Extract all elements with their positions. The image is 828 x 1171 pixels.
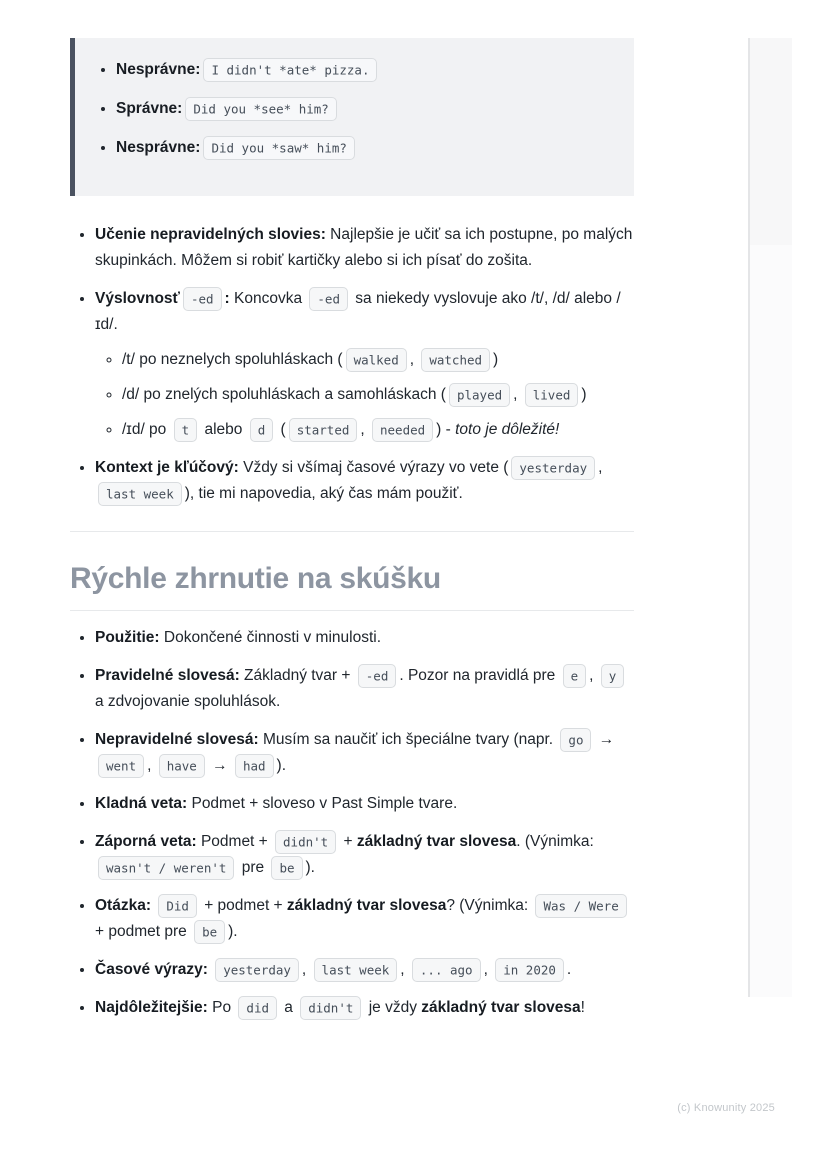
code-chip: wasn't / weren't (98, 856, 234, 880)
code-chip: I didn't *ate* pizza. (203, 58, 377, 82)
text-run: a zdvojovanie spoluhlások. (95, 693, 281, 710)
list-item (95, 455, 634, 507)
text-run: Pravidelné slovesá: (95, 667, 240, 684)
list-item (122, 347, 634, 373)
text-run: Správne: (116, 100, 183, 117)
text-run: , (513, 386, 522, 403)
code-chip: last week (98, 482, 182, 506)
text-run: Podmet + (196, 833, 273, 850)
text-run: ). (276, 757, 287, 774)
code-chip: e (563, 664, 587, 688)
code-chip: t (174, 418, 198, 442)
text-run: : (224, 290, 230, 307)
section-divider (70, 531, 634, 532)
text-run: ! (580, 999, 585, 1016)
code-chip: be (194, 920, 225, 944)
code-chip: played (449, 383, 510, 407)
list-item (95, 995, 634, 1021)
list-item (116, 135, 614, 161)
document-content (70, 0, 634, 1033)
text-run: základný tvar slovesa (356, 833, 517, 850)
list-item-text (122, 386, 587, 403)
text-run: Najlepšie je učiť sa ich postupne, po malých skupinkách. Môžem si robiť kartičky alebo si ich písať do zošita. (95, 226, 633, 269)
list-item (95, 829, 634, 881)
text-run: Učenie nepravidelných slovies: (95, 226, 326, 243)
code-chip: went (98, 754, 144, 778)
text-run: , (301, 961, 311, 978)
code-chip: last week (314, 958, 398, 982)
text-run: Nesprávne: (116, 139, 201, 156)
text-run: Základný tvar + (239, 667, 355, 684)
text-run: , (409, 351, 419, 368)
text-run: ) (581, 386, 587, 403)
list-item-text (116, 61, 380, 78)
code-chip: watched (421, 348, 490, 372)
section-title: Rýchle zhrnutie na skúšku (70, 562, 634, 611)
text-run: základný tvar slovesa (421, 999, 581, 1016)
text-run: alebo (200, 421, 247, 438)
text-run: Nesprávne: (116, 61, 201, 78)
list-item (122, 417, 634, 443)
text-run: Koncovka (229, 290, 307, 307)
list-item (95, 286, 634, 443)
copyright-footer: (c) Knowunity 2025 (677, 1102, 775, 1114)
pronunciation-sublist (98, 347, 634, 443)
text-run: Vždy si všímaj časové výrazy vo vete ( (238, 459, 509, 476)
text-run: ) - (436, 421, 456, 438)
text-run: + (339, 833, 357, 850)
text-run: + podmet pre (95, 923, 192, 940)
code-chip: did (238, 996, 277, 1020)
list-item-text (95, 999, 585, 1016)
text-run: Záporná veta: (95, 833, 197, 850)
code-chip: ... ago (412, 958, 481, 982)
list-item (95, 625, 634, 651)
text-run: . Pozor na pravidlá pre (399, 667, 560, 684)
text-run: , (598, 459, 603, 476)
code-chip: in 2020 (495, 958, 564, 982)
code-chip: didn't (300, 996, 361, 1020)
text-run: /d/ po znelých spoluhláskach a samohláskach ( (122, 386, 446, 403)
list-item-text (95, 795, 457, 812)
code-chip: Did you *saw* him? (203, 136, 354, 160)
code-chip: walked (346, 348, 407, 372)
text-run: je vždy (364, 999, 422, 1016)
text-run: Najdôležitejšie: (95, 999, 208, 1016)
text-run: → (594, 731, 615, 748)
code-chip: -ed (358, 664, 397, 688)
text-run (151, 897, 155, 914)
text-run: ( (276, 421, 286, 438)
list-item (95, 957, 634, 983)
list-item-text (122, 421, 559, 438)
list-item (95, 893, 634, 945)
text-run: sa niekedy vyslovuje ako /t/, /d/ alebo /ɪd/. (95, 290, 621, 333)
text-run: . (Výnimka: (516, 833, 594, 850)
adjacent-page-preview-bottom (750, 245, 792, 997)
list-item-text (95, 226, 632, 269)
adjacent-page-preview-top (750, 38, 792, 245)
code-chip: -ed (309, 287, 348, 311)
text-run: a (280, 999, 298, 1016)
text-run: , (147, 757, 156, 774)
code-chip: -ed (183, 287, 222, 311)
example-list (91, 57, 614, 161)
list-item-text (95, 629, 381, 646)
text-run: základný tvar slovesa (286, 897, 447, 914)
code-chip: go (560, 728, 591, 752)
text-run: Musím sa naučiť ich špeciálne tvary (napr. (258, 731, 558, 748)
list-item-text (95, 667, 627, 710)
text-run: Dokončené činnosti v minulosti. (159, 629, 382, 646)
text-run: , (400, 961, 409, 978)
list-item (95, 222, 634, 274)
text-run: toto je dôležité! (455, 421, 560, 438)
text-run: Kladná veta: (95, 795, 188, 812)
text-run: pre (237, 859, 269, 876)
code-chip: needed (372, 418, 433, 442)
text-run: Nepravidelné slovesá: (95, 731, 259, 748)
code-chip: be (271, 856, 302, 880)
text-run: ? (Výnimka: (446, 897, 533, 914)
list-item (116, 96, 614, 122)
text-run: Použitie: (95, 629, 160, 646)
list-item (95, 791, 634, 817)
text-run: Otázka: (95, 897, 151, 914)
text-run: Podmet + sloveso v Past Simple tvare. (187, 795, 458, 812)
notes-list (70, 222, 634, 507)
code-chip: yesterday (511, 456, 595, 480)
list-item-text (122, 351, 498, 368)
text-run: /t/ po neznelych spoluhláskach ( (122, 351, 343, 368)
text-run: ). (305, 859, 315, 876)
code-chip: d (250, 418, 274, 442)
list-item-text (95, 833, 594, 876)
text-run: Po (207, 999, 236, 1016)
code-chip: Did (158, 894, 197, 918)
text-run: . (566, 961, 572, 978)
list-item-text (95, 731, 614, 774)
text-run: Výslovnosť (95, 290, 180, 307)
text-run: Kontext je kľúčový: (95, 459, 239, 476)
text-run: ) (493, 351, 499, 368)
text-run: , (483, 961, 493, 978)
text-run: , (360, 421, 369, 438)
list-item-text (95, 459, 602, 502)
list-item-text (116, 100, 340, 117)
code-chip: didn't (275, 830, 336, 854)
text-run: ). (228, 923, 238, 940)
list-item (116, 57, 614, 83)
list-item-text (95, 290, 621, 333)
code-chip: Did you *see* him? (185, 97, 336, 121)
list-item-text (95, 961, 571, 978)
list-item (95, 727, 634, 779)
text-run: + podmet + (199, 897, 287, 914)
text-run: ), tie mi napovedia, aký čas mám použiť. (184, 485, 463, 502)
code-chip: have (159, 754, 205, 778)
summary-list (70, 625, 634, 1021)
list-item-text (95, 897, 630, 940)
code-chip: yesterday (215, 958, 299, 982)
text-run: /ɪd/ po (122, 421, 171, 438)
code-chip: y (601, 664, 625, 688)
list-item-text (116, 139, 358, 156)
code-chip: started (289, 418, 358, 442)
text-run: → (207, 757, 232, 774)
text-run: , (589, 667, 598, 684)
text-run: Časové výrazy: (95, 961, 208, 978)
code-chip: had (235, 754, 274, 778)
example-blockquote (70, 38, 634, 196)
code-chip: Was / Were (535, 894, 626, 918)
code-chip: lived (525, 383, 579, 407)
list-item (95, 663, 634, 715)
text-run (208, 961, 212, 978)
list-item (122, 382, 634, 408)
